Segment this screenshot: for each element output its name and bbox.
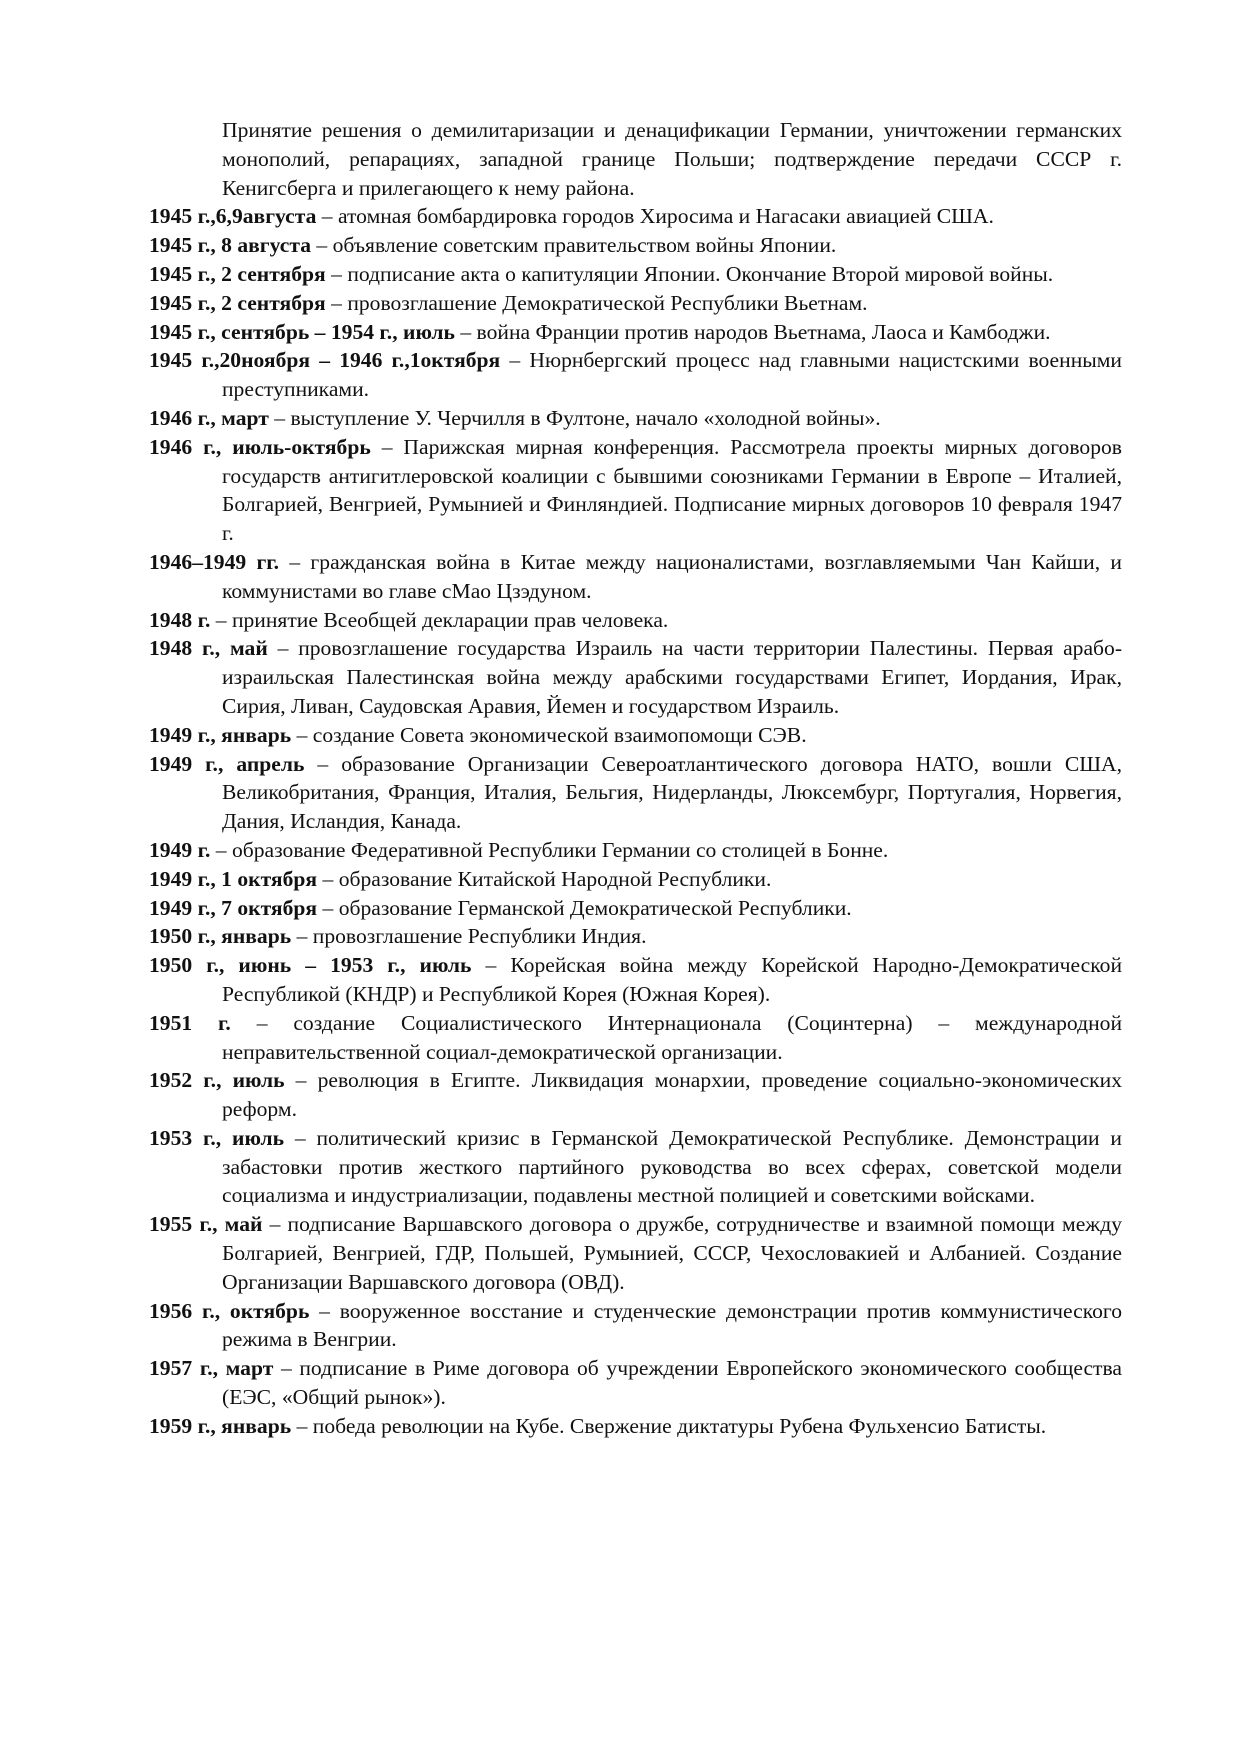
document-page [149,116,1122,1441]
entry-text: – подписание в Риме договора об учреждении Европейского экономического сообщества (ЕЭС, «Общий рынок»). [222,1356,1122,1410]
entry-date: 1949 г. [149,837,211,862]
chronology-entry [149,951,1122,1009]
entry-text: – подписание акта о капитуляции Японии. Окончание Второй мировой войны. [325,261,1054,286]
chronology-entry [149,1412,1122,1441]
entry-text: – образование Китайской Народной Республики. [317,866,772,891]
entry-date: 1946 г., июль-октябрь [149,434,371,459]
chronology-list [149,202,1122,1440]
entry-text: – война Франции против народов Вьетнама, Лаоса и Камбоджи. [454,319,1051,344]
entry-text: – образование Германской Демократической Республики. [317,895,852,920]
entry-date: 1949 г., апрель [149,751,305,776]
entry-text: – провозглашение Демократической Республики Вьетнам. [325,290,868,315]
entry-date: 1952 г., июль [149,1068,285,1093]
chronology-entry [149,260,1122,289]
chronology-entry [149,202,1122,231]
entry-date: 1945 г., 8 августа [149,233,311,258]
entry-date: 1955 г., май [149,1212,263,1237]
chronology-entry [149,1210,1122,1296]
entry-date: 1945 г., 2 сентября [149,261,326,286]
entry-date: 1946 г., март [149,405,269,430]
chronology-entry [149,894,1122,923]
chronology-entry [149,433,1122,548]
entry-text: – Парижская мирная конференция. Рассмотрела проекты мирных договоров государств антигитлеровской коалиции с бывшими союзниками Германии в Европе – Италией, Болгарией, Венгрией, Румынией и Финляндией. Подписание мирных договоров 10 февраля 1947 г. [222,434,1122,546]
chronology-entry [149,836,1122,865]
chronology-entry [149,1124,1122,1210]
entry-text: – гражданская война в Китае между националистами, возглавляемыми Чан Кайши, и коммунистами во главе сМао Цзэдуном. [222,549,1122,603]
entry-date: 1957 г., март [149,1356,274,1381]
chronology-entry [149,606,1122,635]
entry-text: – атомная бомбардировка городов Хиросима и Нагасаки авиацией США. [316,204,994,229]
chronology-entry [149,1354,1122,1412]
entry-text: – создание Совета экономической взаимопомощи СЭВ. [291,722,807,747]
entry-text: – революция в Египте. Ликвидация монархии, проведение социально-экономических реформ. [222,1068,1122,1122]
entry-date: 1949 г., 1 октября [149,866,318,891]
entry-text: – провозглашение государства Израиль на части территории Палестины. Первая арабо-израильская Палестинская война между арабскими государствами Египет, Иордания, Ирак, Сирия, Ливан, Саудовская Аравия, Йемен и государством Израиль. [222,636,1123,718]
entry-date: 1945 г., сентябрь – 1954 г., июль [149,319,455,344]
entry-text: – принятие Всеобщей декларации прав человека. [210,607,669,632]
chronology-entry [149,289,1122,318]
entry-text: – Корейская война между Корейской Народно-Демократической Республикой (КНДР) и Республикой Корея (Южная Корея). [222,953,1122,1006]
entry-text: – политический кризис в Германской Демократической Республике. Демонстрации и забастовки против жесткого партийного руководства во всех сферах, советской модели социализма и индустриализации, подавлены местной полицией и советскими войсками. [222,1125,1122,1208]
chronology-entry [149,1009,1122,1067]
chronology-entry [149,865,1122,894]
entry-date: 1959 г., январь [149,1413,292,1438]
entry-text: – вооруженное восстание и студенческие демонстрации против коммунистического режима в Венгрии. [222,1298,1122,1352]
chronology-entry [149,922,1122,951]
entry-date: 1945 г.,20ноября – 1946 г.,1октября [149,348,501,373]
entry-text: – провозглашение Республики Индия. [291,924,647,949]
chronology-entry [149,1297,1122,1355]
entry-date: 1945 г.,6,9августа [149,204,317,229]
entry-text: – создание Социалистического Интернационала (Социнтерна) – международной неправительственной социал-демократической организации. [222,1010,1122,1064]
entry-date: 1953 г., июль [149,1125,284,1150]
chronology-entry [149,634,1122,720]
entry-date: 1949 г., январь [149,722,292,747]
entry-text: – Нюрнбергский процесс над главными нацистскими военными преступниками. [222,348,1122,402]
entry-text: – объявление советским правительством войны Японии. [311,233,837,258]
chronology-entry [149,318,1122,347]
entry-date: 1950 г., январь [149,924,292,949]
entry-date: 1946–1949 гг. [149,549,280,574]
entry-date: 1949 г., 7 октября [149,895,318,920]
entry-text: – выступление У. Черчилля в Фултоне, начало «холодной войны». [268,405,881,430]
chronology-entry [149,721,1122,750]
entry-text: – победа революции на Кубе. Свержение диктатуры Рубена Фульхенсио Батисты. [291,1413,1047,1438]
entry-date: 1950 г., июнь – 1953 г., июль [149,953,472,978]
entry-date: 1945 г., 2 сентября [149,290,326,315]
continuation-paragraph: Принятие решения о демилитаризации и денацификации Германии, уничтожении германских монополий, репарациях, западной границе Польши; подтверждение передачи СССР г. Кенигсберга и прилегающего к нему района. [222,118,1122,200]
entry-date: 1951 г. [149,1010,231,1035]
chronology-entry [149,1066,1122,1124]
entry-date: 1948 г. [149,607,211,632]
chronology-entry [149,346,1122,404]
chronology-entry [149,548,1122,606]
entry-text: – образование Федеративной Республики Германии со столицей в Бонне. [210,837,889,862]
chronology-entry [149,231,1122,260]
entry-text: – образование Организации Североатлантического договора НАТО, вошли США, Великобритания, Франция, Италия, Бельгия, Нидерланды, Люксембург, Португалия, Норвегия, Дания, Исландия, Канада. [222,751,1122,834]
entry-text: – подписание Варшавского договора о дружбе, сотрудничестве и взаимной помощи между Болгарией, Венгрией, ГДР, Польшей, Румынией, СССР, Чехословакией и Албанией. Создание Организации Варшавского договора (ОВД). [222,1212,1122,1294]
entry-date: 1948 г., май [149,636,268,661]
chronology-entry [149,404,1122,433]
entry-date: 1956 г., октябрь [149,1298,310,1323]
chronology-entry [149,750,1122,836]
